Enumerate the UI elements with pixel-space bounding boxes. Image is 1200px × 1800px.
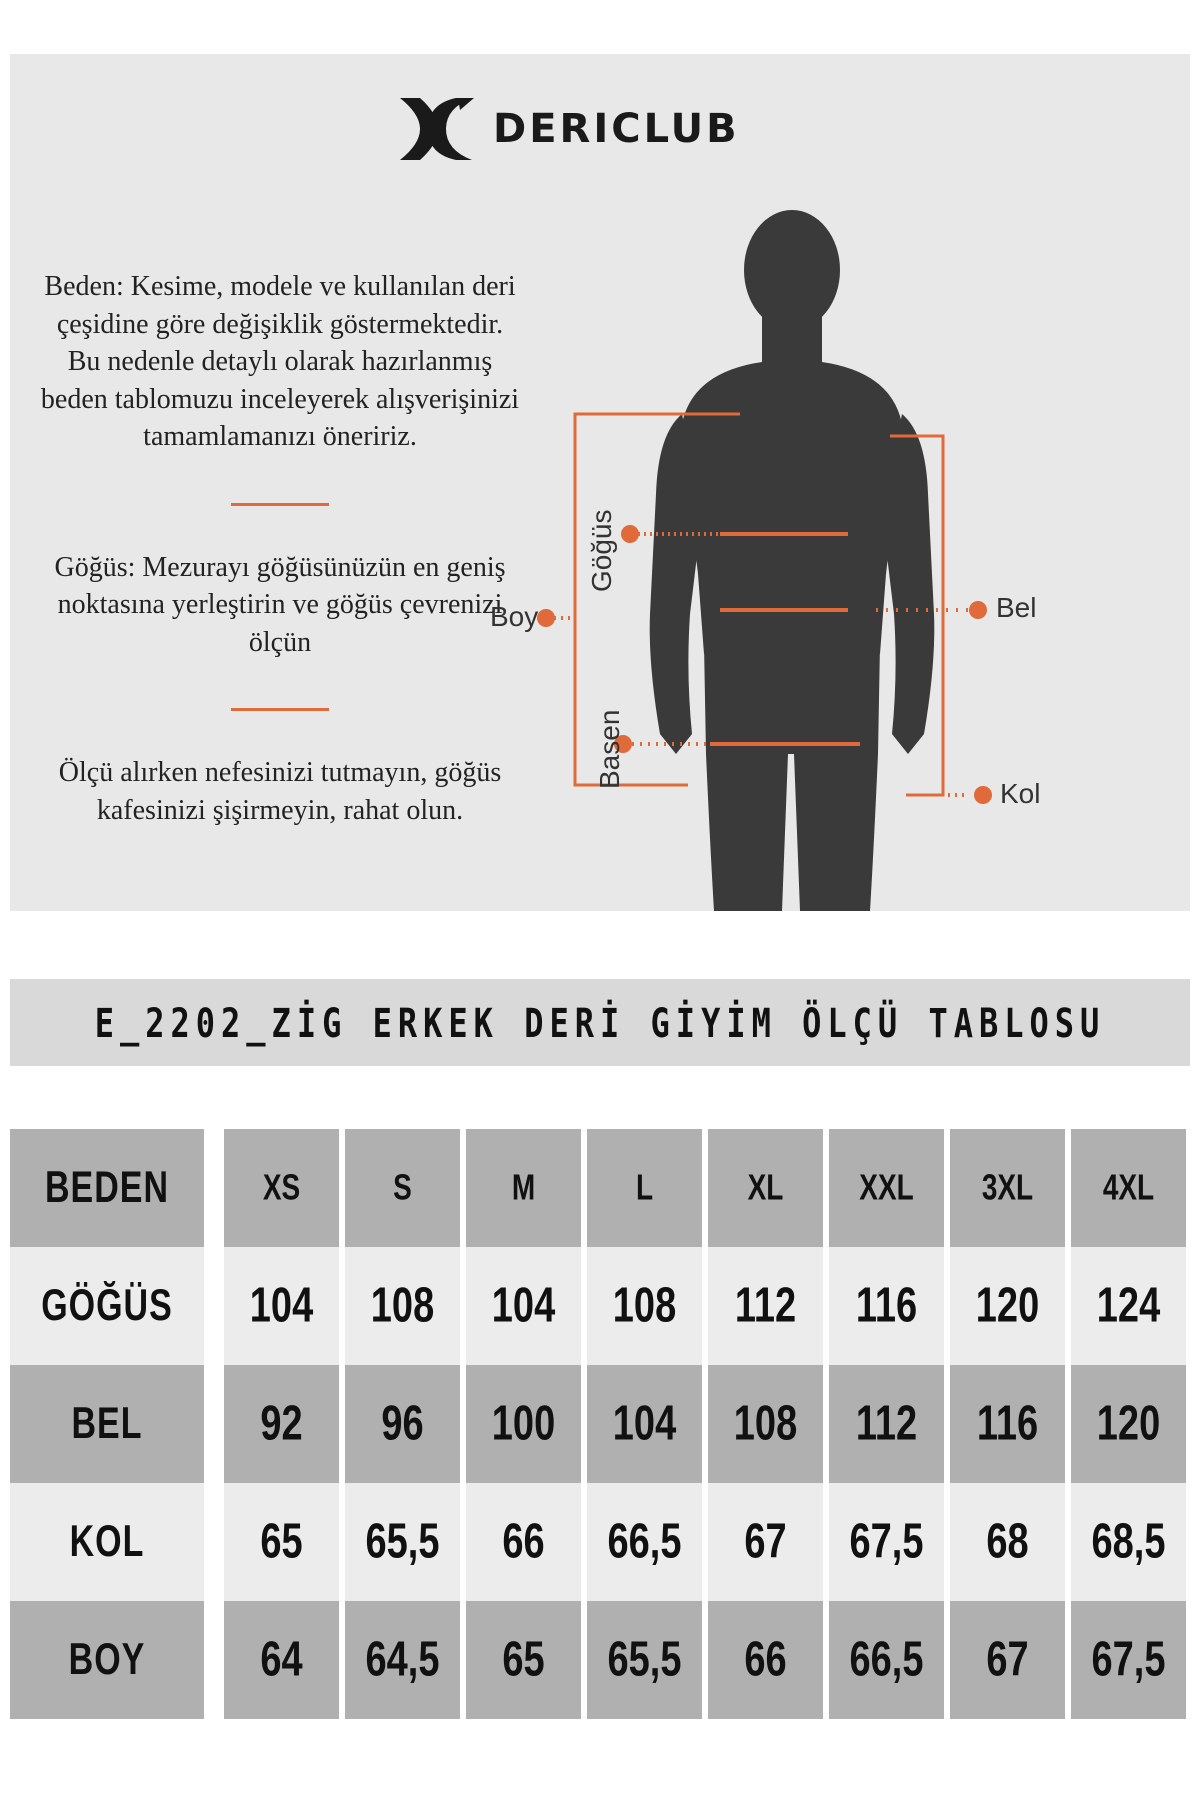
table-row-bel — [10, 1365, 1190, 1483]
size-cell: 3XL — [950, 1129, 1065, 1247]
value-cell: 104 — [466, 1247, 581, 1365]
info-paragraph-breathing: Ölçü alırken nefesinizi tutmayın, göğüs kafesinizi şişirmeyin, rahat olun. — [58, 757, 502, 826]
label-bel: Bel — [996, 592, 1037, 623]
size-cell: XXL — [829, 1129, 944, 1247]
sleeve-dot — [974, 786, 992, 804]
value-cell: 67,5 — [1071, 1601, 1186, 1719]
value-cell: 65 — [466, 1601, 581, 1719]
value-cell: 66,5 — [587, 1483, 702, 1601]
size-table — [10, 1129, 1190, 1719]
value-cell: 112 — [829, 1365, 944, 1483]
chest-dot — [621, 525, 639, 543]
size-cell: L — [587, 1129, 702, 1247]
value-cell: 104 — [587, 1365, 702, 1483]
measurement-guide-panel — [10, 54, 1190, 911]
dc-monogram-icon — [398, 94, 488, 164]
table-row-boy — [10, 1601, 1190, 1719]
value-cell: 68 — [950, 1483, 1065, 1601]
value-cell: 104 — [224, 1247, 339, 1365]
orange-divider — [231, 708, 329, 711]
value-cell: 65 — [224, 1483, 339, 1601]
value-cell: 65,5 — [345, 1483, 460, 1601]
value-cell: 108 — [345, 1247, 460, 1365]
info-text-column — [20, 214, 540, 829]
value-cell: 96 — [345, 1365, 460, 1483]
size-cell: S — [345, 1129, 460, 1247]
value-cell: 66 — [708, 1601, 823, 1719]
header-label-cell: BEDEN — [10, 1129, 204, 1247]
table-row-gogus — [10, 1247, 1190, 1365]
table-title-band — [10, 979, 1190, 1066]
row-label-cell: BEL — [10, 1365, 204, 1483]
value-cell: 108 — [587, 1247, 702, 1365]
size-cell: XS — [224, 1129, 339, 1247]
size-cell: 4XL — [1071, 1129, 1186, 1247]
height-dot — [537, 609, 555, 627]
size-cell: M — [466, 1129, 581, 1247]
value-cell: 65,5 — [587, 1601, 702, 1719]
table-header-row — [10, 1129, 1190, 1247]
value-cell: 67,5 — [829, 1483, 944, 1601]
info-paragraph-size: Beden: Kesime, modele ve kullanılan deri çeşidine göre değişiklik göstermektedir. Bu nedenle detaylı olarak hazırlanmış beden tablomuzu inceleyerek alışverişinizi tamamlamanızı öneririz. — [40, 271, 520, 452]
waist-dot — [969, 601, 987, 619]
value-cell: 67 — [708, 1483, 823, 1601]
value-cell: 116 — [950, 1365, 1065, 1483]
size-cell: XL — [708, 1129, 823, 1247]
value-cell: 120 — [1071, 1365, 1186, 1483]
body-measurement-figure — [490, 194, 1190, 911]
value-cell: 67 — [950, 1601, 1065, 1719]
row-label-cell: GÖĞÜS — [10, 1247, 204, 1365]
value-cell: 68,5 — [1071, 1483, 1186, 1601]
label-boy: Boy — [490, 601, 539, 632]
value-cell: 112 — [708, 1247, 823, 1365]
row-label-cell: KOL — [10, 1483, 204, 1601]
value-cell: 66,5 — [829, 1601, 944, 1719]
info-paragraph-chest: Göğüs: Mezurayı göğüsünüzün en geniş noktasına yerleştirin ve göğüs çevrenizi ölçün — [54, 551, 506, 658]
table-title: E_2202_ZİG ERKEK DERİ GİYİM ÖLÇÜ TABLOSU — [94, 998, 1106, 1047]
value-cell: 100 — [466, 1365, 581, 1483]
brand-name: DERICLUB — [493, 106, 740, 152]
label-gogus: Göğüs — [586, 509, 617, 592]
value-cell: 116 — [829, 1247, 944, 1365]
table-row-kol — [10, 1483, 1190, 1601]
value-cell: 108 — [708, 1365, 823, 1483]
value-cell: 124 — [1071, 1247, 1186, 1365]
label-kol: Kol — [1000, 778, 1041, 809]
brand-logo — [398, 94, 808, 164]
row-label-cell: BOY — [10, 1601, 204, 1719]
orange-divider — [231, 503, 329, 506]
label-basen: Basen — [594, 709, 625, 789]
value-cell: 120 — [950, 1247, 1065, 1365]
man-silhouette — [650, 210, 935, 911]
value-cell: 66 — [466, 1483, 581, 1601]
value-cell: 92 — [224, 1365, 339, 1483]
value-cell: 64,5 — [345, 1601, 460, 1719]
value-cell: 64 — [224, 1601, 339, 1719]
